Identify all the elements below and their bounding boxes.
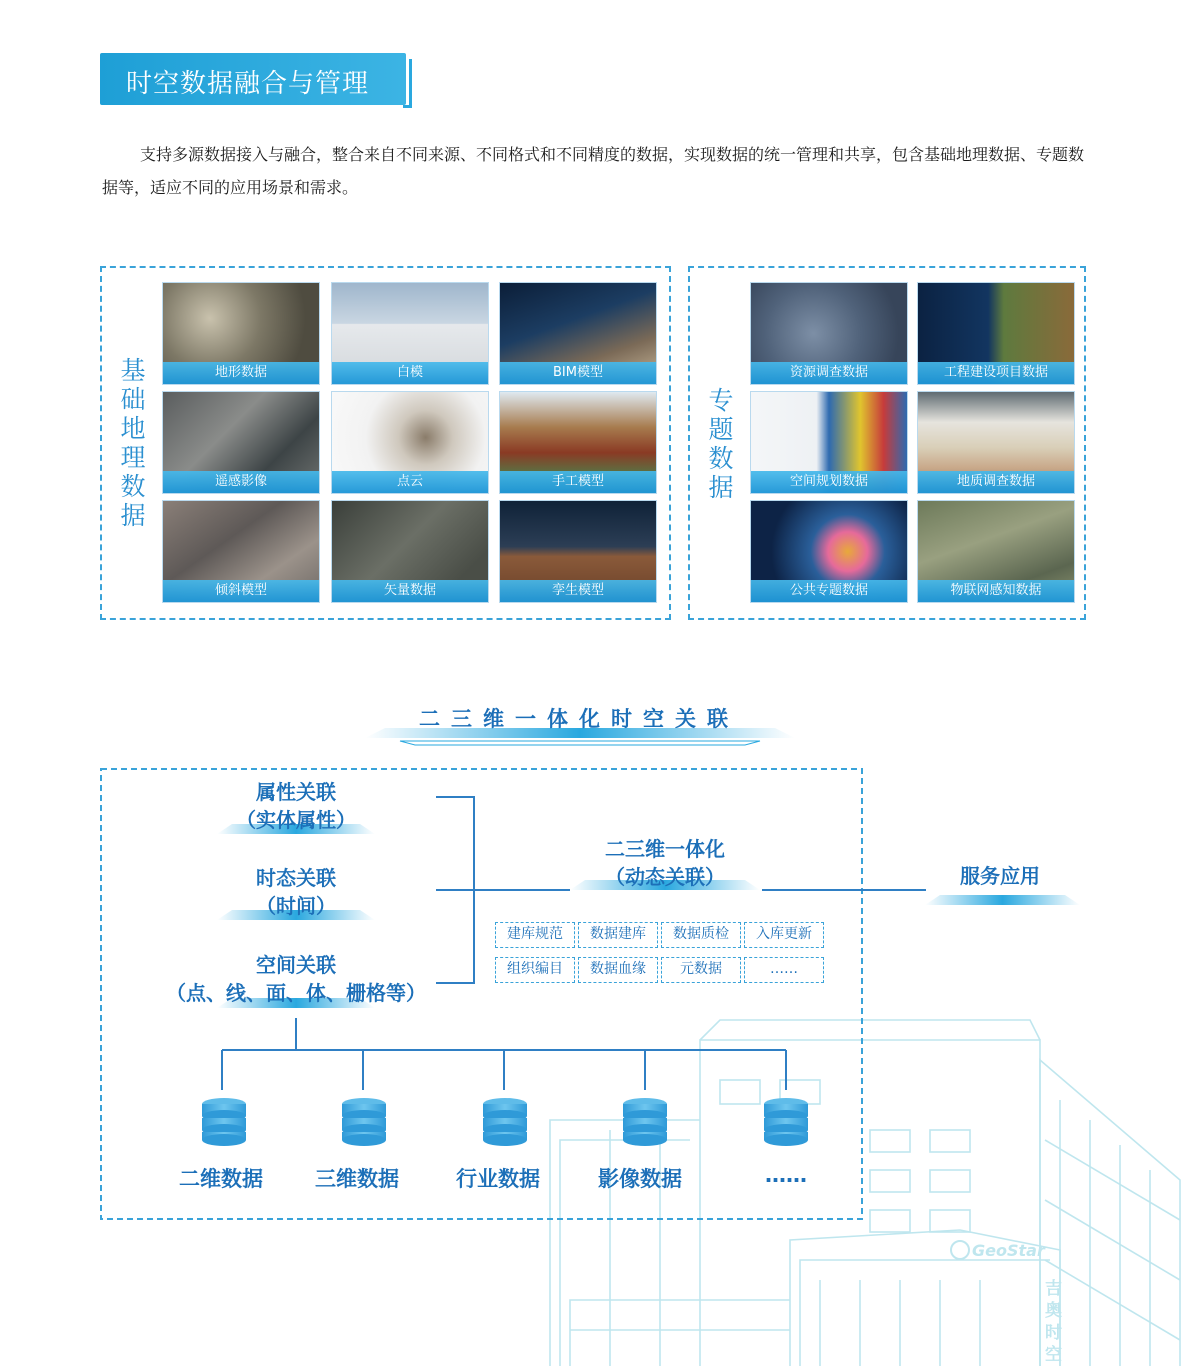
db-label-2d: 二维数据	[179, 1167, 263, 1191]
tile-caption: 工程建设项目数据	[918, 362, 1074, 384]
node-spatial-association[interactable]	[146, 951, 446, 1007]
theme-panel-label: 专题数据	[708, 386, 734, 502]
node-title: 服务应用	[960, 864, 1040, 888]
database-icons	[202, 1098, 808, 1146]
node-subtitle: （动态关联）	[605, 865, 725, 889]
tile-caption: 倾斜模型	[163, 580, 319, 602]
node-service-application[interactable]	[930, 862, 1070, 890]
tile-caption: 公共专题数据	[751, 580, 907, 602]
brand-watermark: GeoStar	[972, 1241, 1045, 1260]
tile-caption: 空间规划数据	[751, 471, 907, 493]
tile-caption: 白模	[332, 362, 488, 384]
db-label-imagery: 影像数据	[598, 1167, 682, 1191]
tag-item[interactable]: 数据质检	[661, 922, 741, 948]
tile-caption: 地形数据	[163, 362, 319, 384]
database-icon	[623, 1098, 667, 1146]
tile-caption: 手工模型	[500, 471, 656, 493]
tile-caption: 资源调查数据	[751, 362, 907, 384]
tag-item[interactable]: 元数据	[661, 957, 741, 983]
database-icon	[342, 1098, 386, 1146]
db-label-3d: 三维数据	[315, 1167, 399, 1191]
tag-item[interactable]: 组织编目	[495, 957, 575, 983]
intro-paragraph: 支持多源数据接入与融合，整合来自不同来源、不同格式和不同精度的数据，实现数据的统一管理和共享，包含基础地理数据、专题数据等，适应不同的应用场景和需求。	[102, 145, 1085, 197]
node-title: 时态关联	[256, 866, 336, 890]
node-subtitle: （点、线、面、体、栅格等）	[166, 981, 426, 1005]
node-temporal-association[interactable]	[176, 864, 416, 920]
tag-item[interactable]: 数据血缘	[578, 957, 658, 983]
db-label-more: ……	[765, 1163, 807, 1187]
node-subtitle: （时间）	[256, 894, 336, 918]
tile-caption: 孪生模型	[500, 580, 656, 602]
node-attribute-association[interactable]	[176, 778, 416, 834]
vertical-watermark: 吉奥时空	[1045, 1279, 1062, 1365]
tile-caption: 矢量数据	[332, 580, 488, 602]
basic-panel-label: 基础地理数据	[120, 356, 146, 530]
tag-item[interactable]: 建库规范	[495, 922, 575, 948]
tag-item[interactable]: 数据建库	[578, 922, 658, 948]
db-label-industry: 行业数据	[456, 1167, 540, 1191]
node-title: 二三维一体化	[605, 837, 725, 861]
database-icon	[483, 1098, 527, 1146]
tile-caption: 点云	[332, 471, 488, 493]
section-title: 时空数据融合与管理	[126, 69, 370, 99]
database-icon	[764, 1098, 808, 1146]
tag-item[interactable]: ……	[744, 957, 824, 983]
database-icon	[202, 1098, 246, 1146]
tile-caption: 物联网感知数据	[918, 580, 1074, 602]
tile-caption: BIM模型	[500, 362, 656, 384]
node-title: 属性关联	[256, 780, 336, 804]
node-2d3d-integration[interactable]	[565, 835, 765, 891]
platform-service	[925, 895, 1080, 905]
diagram-banner-title: 二三维一体化时空关联	[419, 707, 739, 731]
node-subtitle: （实体属性）	[236, 808, 356, 832]
tag-item[interactable]: 入库更新	[744, 922, 824, 948]
tile-caption: 地质调查数据	[918, 471, 1074, 493]
node-title: 空间关联	[256, 953, 336, 977]
tile-caption: 遥感影像	[163, 471, 319, 493]
